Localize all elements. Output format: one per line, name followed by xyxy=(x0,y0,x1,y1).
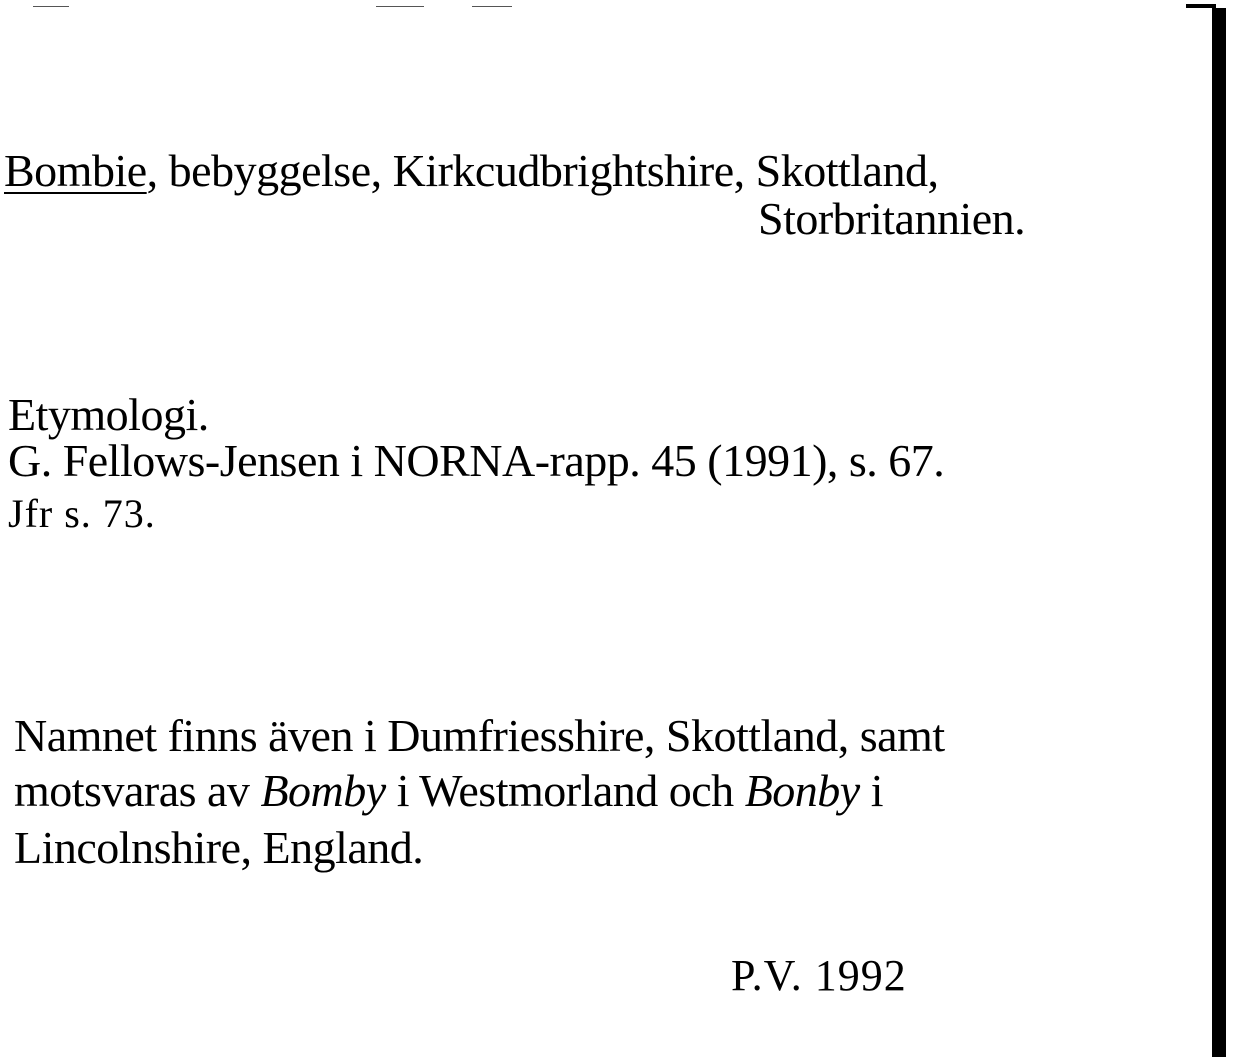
note-line-2 xyxy=(14,765,883,816)
signature: P.V. 1992 xyxy=(731,951,907,1000)
headword-description: , bebyggelse, Kirkcudbrightshire, Skottland, xyxy=(146,145,939,196)
etymology-reference: G. Fellows-Jensen i NORNA-rapp. 45 (1991), s. 67. xyxy=(8,435,945,486)
note-line-2-prefix: motsvaras av xyxy=(14,765,261,816)
note-line-1: Namnet finns även i Dumfriesshire, Skottland, samt xyxy=(14,710,945,761)
note-line-2-middle: i Westmorland och xyxy=(385,765,745,816)
note-line-3: Lincolnshire, England. xyxy=(14,822,424,873)
headword-line xyxy=(4,145,939,196)
note-line-2-suffix: i xyxy=(859,765,883,816)
headword-name: Bombie xyxy=(4,145,147,196)
scan-speck xyxy=(376,6,424,7)
etymology-compare: Jfr s. 73. xyxy=(8,491,156,536)
place-name-bomby: Bomby xyxy=(260,765,386,816)
card-right-border xyxy=(1212,8,1226,1057)
etymology-heading: Etymologi. xyxy=(8,389,209,440)
headword-country: Storbritannien. xyxy=(758,193,1026,244)
place-name-bonby: Bonby xyxy=(744,765,860,816)
scan-speck xyxy=(33,6,69,7)
scan-speck xyxy=(472,6,512,7)
